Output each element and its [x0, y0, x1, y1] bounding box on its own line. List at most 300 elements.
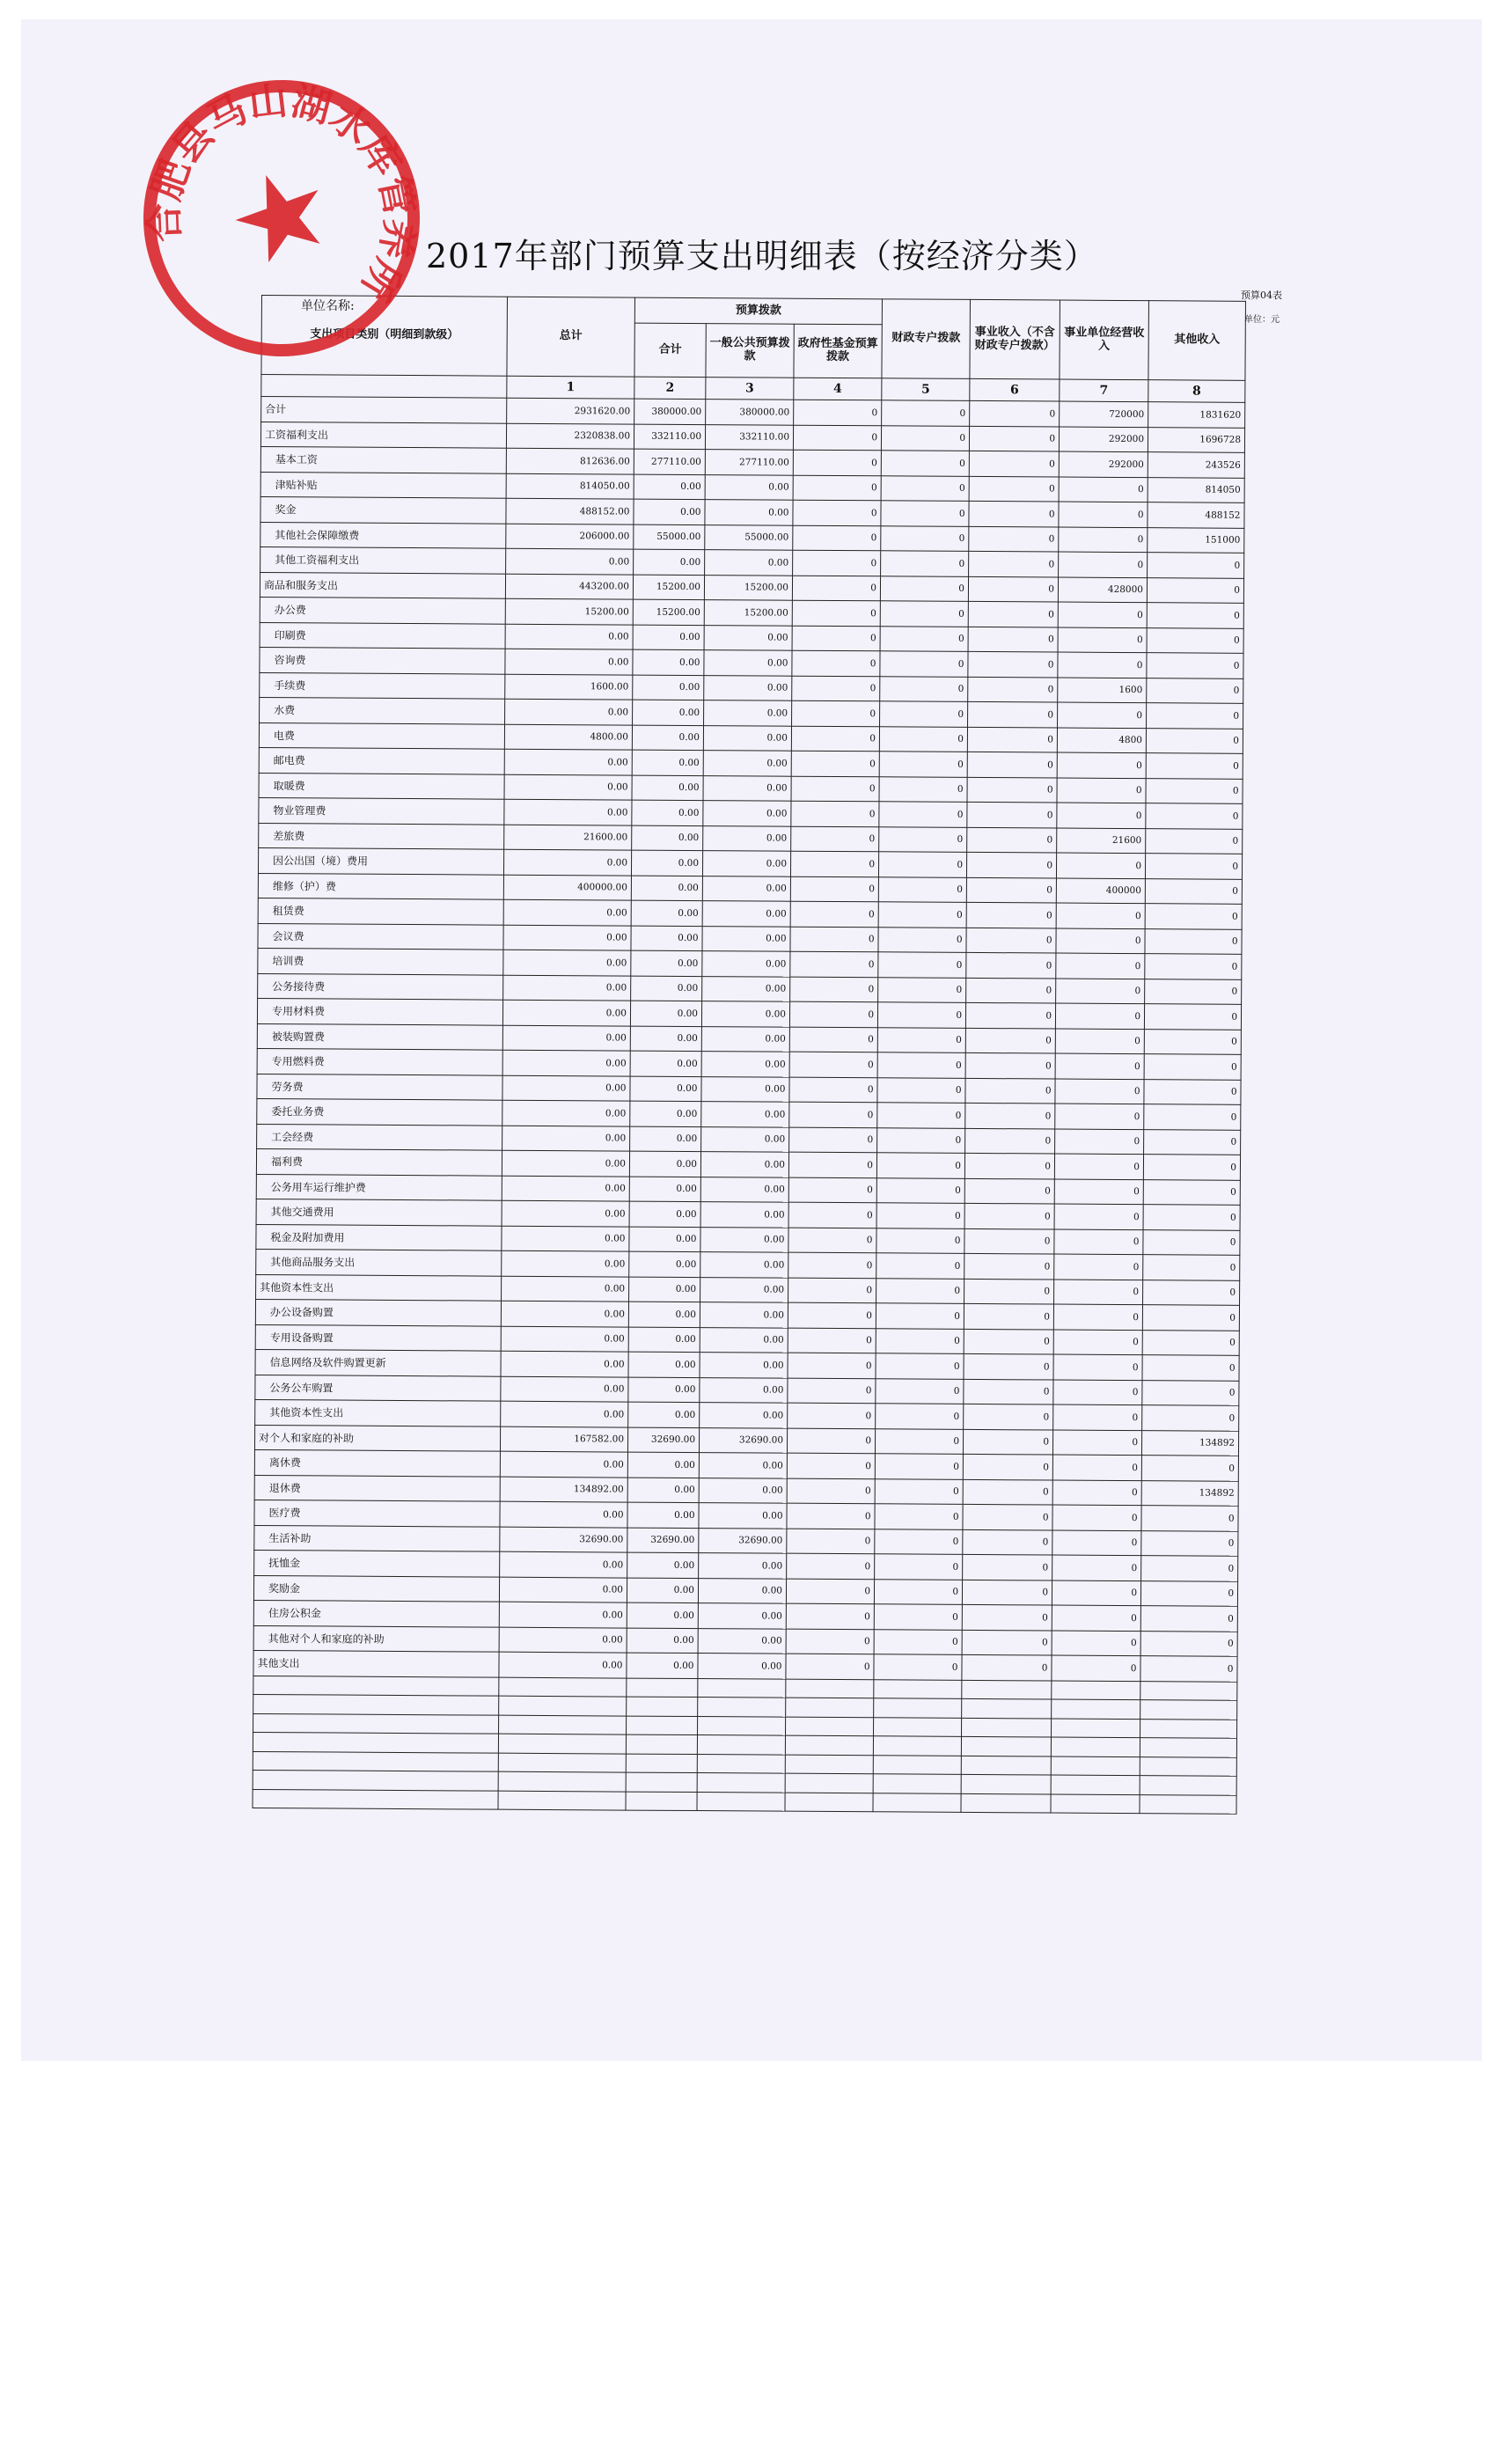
- row-label: 津贴补贴: [260, 472, 506, 498]
- row-value: 0: [1141, 1456, 1238, 1481]
- row-value: 0: [874, 1654, 962, 1680]
- form-code: 预算04表: [1241, 290, 1282, 301]
- row-value: 0.00: [628, 1302, 700, 1327]
- row-value: 0: [969, 526, 1059, 552]
- row-value: 0: [1058, 627, 1147, 653]
- row-value: 0: [1147, 678, 1243, 703]
- blank-cell: [253, 1770, 498, 1790]
- row-label: 维修（护）费: [258, 873, 503, 899]
- row-value: 0.00: [703, 775, 791, 801]
- row-value: 0.00: [701, 1026, 789, 1052]
- row-value: 0: [967, 727, 1057, 752]
- row-value: 0.00: [700, 1377, 788, 1403]
- index-cell: 4: [794, 378, 882, 400]
- row-value: 134892: [1141, 1480, 1238, 1506]
- row-value: 0.00: [499, 1602, 627, 1627]
- row-value: 0: [791, 776, 879, 802]
- row-value: 0.00: [628, 1327, 700, 1353]
- blank-cell: [961, 1774, 1051, 1793]
- row-value: 0: [787, 1478, 875, 1504]
- row-value: 0: [964, 1178, 1054, 1204]
- row-value: 0: [879, 826, 967, 852]
- row-value: 0.00: [630, 1101, 701, 1126]
- row-value: 0: [792, 650, 880, 676]
- row-label: 电费: [259, 722, 504, 749]
- row-value: 0.00: [500, 1501, 627, 1527]
- row-value: 0: [962, 1654, 1052, 1680]
- row-value: 0: [788, 1228, 876, 1253]
- row-value: 0.00: [698, 1628, 786, 1654]
- row-value: 0: [1053, 1404, 1142, 1430]
- row-value: 15200.00: [704, 600, 792, 626]
- row-value: 0.00: [633, 700, 704, 725]
- row-value: 0.00: [701, 1001, 789, 1027]
- row-value: 0.00: [502, 1100, 630, 1126]
- row-value: 0.00: [633, 649, 704, 675]
- blank-cell: [499, 1696, 627, 1715]
- blank-cell: [873, 1755, 961, 1774]
- row-value: 0: [1053, 1304, 1142, 1330]
- blank-cell: [785, 1735, 873, 1755]
- row-value: 0: [970, 400, 1060, 426]
- row-value: 0.00: [502, 1050, 630, 1075]
- row-value: 0.00: [500, 1551, 627, 1577]
- row-value: 0: [1054, 1229, 1143, 1255]
- row-value: 0.00: [629, 1151, 700, 1177]
- index-blank: [261, 375, 507, 399]
- row-value: 0.00: [632, 750, 703, 775]
- row-value: 0: [1140, 1580, 1237, 1606]
- row-label: 其他社会保障缴费: [260, 522, 506, 548]
- row-value: 0: [790, 951, 878, 977]
- row-label: 咨询费: [260, 647, 505, 673]
- row-value: 0: [878, 876, 966, 902]
- row-value: 0: [874, 1604, 962, 1630]
- row-value: 0: [881, 551, 969, 576]
- row-value: 0.00: [705, 500, 793, 525]
- row-value: 0: [878, 902, 966, 928]
- row-value: 0.00: [631, 976, 702, 1001]
- row-value: 0: [1145, 878, 1242, 904]
- row-value: 0: [878, 952, 966, 978]
- row-label: 医疗费: [254, 1500, 500, 1526]
- row-value: 0: [964, 1404, 1053, 1429]
- index-cell: 5: [882, 378, 970, 401]
- row-value: 488152.00: [506, 498, 634, 524]
- row-label: 水费: [260, 697, 505, 723]
- currency-unit: 单位：元: [1244, 315, 1280, 325]
- row-value: 0.00: [503, 975, 631, 1001]
- blank-cell: [253, 1694, 499, 1714]
- row-value: 0: [1147, 603, 1243, 628]
- row-value: 0: [1059, 552, 1148, 577]
- row-value: 4800: [1057, 728, 1146, 753]
- row-value: 0: [968, 677, 1058, 702]
- row-value: 0: [879, 726, 967, 752]
- row-value: 0: [963, 1454, 1052, 1479]
- row-value: 0: [876, 1253, 964, 1279]
- blank-cell: [786, 1679, 874, 1698]
- row-value: 0.00: [627, 1578, 698, 1603]
- row-value: 0: [1056, 979, 1145, 1004]
- row-value: 0: [876, 1278, 964, 1303]
- row-value: 0: [1055, 1029, 1144, 1054]
- row-label: 工会经费: [257, 1124, 502, 1150]
- index-cell: 3: [706, 378, 794, 400]
- row-value: 0: [876, 1203, 964, 1228]
- row-value: 0: [1057, 778, 1146, 803]
- row-value: 0: [879, 852, 967, 877]
- row-value: 0: [790, 851, 878, 876]
- row-value: 0: [878, 977, 966, 1002]
- row-value: 0: [1145, 954, 1242, 979]
- row-value: 0: [791, 801, 879, 826]
- row-value: 0: [1056, 903, 1145, 928]
- row-value: 0: [1146, 753, 1243, 779]
- row-value: 0: [1052, 1631, 1140, 1656]
- blank-cell: [499, 1677, 627, 1697]
- blank-cell: [961, 1793, 1051, 1813]
- row-value: 167582.00: [500, 1426, 627, 1452]
- row-value: 0: [965, 1028, 1055, 1053]
- blank-cell: [873, 1793, 961, 1812]
- row-value: 0: [880, 701, 968, 727]
- row-value: 0: [1145, 904, 1242, 929]
- blank-cell: [1140, 1700, 1237, 1720]
- row-value: 0: [789, 1001, 877, 1027]
- row-label: 生活补助: [254, 1525, 500, 1551]
- row-value: 0: [969, 451, 1059, 476]
- row-value: 0.00: [631, 900, 702, 926]
- row-label: 其他支出: [253, 1650, 499, 1676]
- row-value: 0: [1144, 1104, 1241, 1130]
- header-subtotal: 合计: [634, 323, 706, 377]
- header-operating: 事业单位经营收入: [1060, 300, 1149, 380]
- row-value: 0: [1052, 1605, 1140, 1631]
- row-value: 0: [965, 1052, 1055, 1078]
- row-value: 0: [964, 1253, 1054, 1279]
- row-value: 0: [1052, 1505, 1141, 1530]
- row-value: 21600: [1057, 828, 1146, 854]
- row-value: 0: [880, 576, 968, 601]
- row-value: 0: [969, 551, 1059, 576]
- row-value: 0.00: [502, 1126, 630, 1151]
- row-value: 0: [1146, 828, 1243, 854]
- row-value: 0.00: [700, 1327, 788, 1353]
- row-value: 0.00: [632, 800, 703, 825]
- row-value: 0: [787, 1553, 875, 1579]
- row-value: 0.00: [499, 1652, 627, 1677]
- row-value: 0: [1140, 1656, 1237, 1682]
- row-value: 0: [1055, 1129, 1144, 1155]
- row-value: 0: [880, 651, 968, 677]
- row-value: 0.00: [628, 1402, 700, 1427]
- row-value: 0: [968, 627, 1058, 652]
- row-value: 0: [876, 1153, 964, 1178]
- row-value: 0: [1057, 803, 1146, 828]
- row-value: 0.00: [503, 925, 631, 950]
- row-value: 0: [875, 1504, 963, 1529]
- row-value: 0: [881, 475, 969, 501]
- row-label: 因公出国（境）费用: [258, 847, 503, 874]
- row-value: 0: [793, 500, 881, 525]
- row-value: 0: [882, 400, 970, 426]
- row-label: 专用设备购置: [255, 1324, 501, 1351]
- row-value: 0.00: [627, 1452, 699, 1478]
- row-value: 0: [880, 626, 968, 651]
- row-value: 0.00: [699, 1503, 787, 1529]
- row-value: 428000: [1058, 577, 1147, 603]
- budget-table: [252, 295, 1246, 1815]
- blank-cell: [1051, 1756, 1140, 1776]
- row-value: 0.00: [700, 1277, 788, 1302]
- row-value: 0.00: [500, 1451, 627, 1477]
- row-value: 0: [1145, 854, 1242, 879]
- row-value: 0.00: [699, 1478, 787, 1503]
- row-value: 0.00: [501, 1376, 628, 1402]
- blank-cell: [698, 1678, 786, 1698]
- row-value: 0: [962, 1604, 1052, 1630]
- row-value: 0: [790, 901, 878, 927]
- row-value: 0: [877, 1103, 965, 1128]
- row-value: 0: [1146, 728, 1243, 753]
- row-value: 134892.00: [500, 1477, 627, 1502]
- row-label: 其他商品服务支出: [256, 1249, 502, 1275]
- row-value: 0: [790, 927, 878, 952]
- row-value: 0: [1054, 1280, 1143, 1305]
- blank-cell: [698, 1698, 786, 1717]
- row-value: 0: [965, 1103, 1055, 1128]
- row-value: 0.00: [631, 926, 702, 951]
- row-value: 0: [968, 651, 1058, 677]
- row-value: 0.00: [702, 976, 790, 1001]
- blank-cell: [874, 1717, 962, 1736]
- blank-cell: [1140, 1738, 1236, 1757]
- row-label: 办公设备购置: [255, 1299, 501, 1325]
- row-value: 0: [966, 928, 1056, 953]
- row-label: 工资福利支出: [260, 422, 506, 448]
- row-value: 0: [1141, 1506, 1238, 1531]
- row-value: 0: [788, 1252, 876, 1278]
- row-value: 0: [1054, 1254, 1143, 1280]
- row-value: 0: [965, 1078, 1055, 1104]
- row-value: 0.00: [504, 799, 632, 825]
- row-label: 培训费: [258, 948, 503, 974]
- row-value: 0: [877, 1027, 965, 1052]
- row-value: 0: [1143, 1205, 1240, 1230]
- row-value: 0: [1059, 477, 1148, 502]
- row-value: 0: [875, 1454, 963, 1479]
- row-value: 292000: [1059, 427, 1148, 452]
- row-value: 0: [1052, 1455, 1141, 1480]
- index-cell: 7: [1060, 379, 1148, 402]
- row-value: 0: [1143, 1179, 1240, 1205]
- row-value: 0.00: [502, 1250, 629, 1276]
- row-value: 0: [1058, 602, 1147, 627]
- row-value: 0: [789, 1077, 877, 1103]
- row-value: 0: [1142, 1355, 1239, 1381]
- row-value: 0: [879, 802, 967, 827]
- row-value: 0.00: [700, 1177, 788, 1202]
- row-value: 0.00: [698, 1603, 786, 1629]
- blank-cell: [962, 1718, 1052, 1737]
- row-value: 1600.00: [505, 674, 633, 700]
- official-seal: [141, 77, 422, 359]
- row-value: 380000.00: [706, 400, 794, 425]
- row-value: 0.00: [701, 1102, 789, 1127]
- row-value: 0: [968, 701, 1058, 727]
- row-label: 劳务费: [257, 1074, 502, 1100]
- row-value: 0: [881, 425, 969, 451]
- row-value: 0: [876, 1303, 964, 1329]
- row-value: 0: [792, 600, 880, 626]
- row-value: 0: [1147, 577, 1243, 603]
- row-value: 0: [788, 1353, 876, 1378]
- blank-cell: [626, 1792, 697, 1811]
- row-value: 0: [1146, 803, 1243, 829]
- row-label: 福利费: [256, 1148, 502, 1175]
- row-value: 0: [788, 1202, 876, 1228]
- row-value: 0: [876, 1228, 964, 1253]
- row-value: 0: [789, 1102, 877, 1127]
- row-value: 0.00: [506, 548, 634, 574]
- row-value: 0.00: [704, 700, 792, 726]
- row-value: 720000: [1060, 401, 1148, 427]
- row-value: 0: [963, 1554, 1052, 1580]
- row-value: 0: [788, 1278, 876, 1303]
- row-value: 243526: [1148, 452, 1244, 478]
- row-value: 0.00: [628, 1352, 700, 1377]
- row-label: 会议费: [258, 923, 503, 950]
- row-value: 1600: [1058, 678, 1147, 703]
- row-value: 0: [881, 501, 969, 526]
- row-value: 0.00: [632, 825, 703, 851]
- row-value: 0: [876, 1404, 964, 1429]
- row-value: 0.00: [698, 1578, 786, 1603]
- row-value: 0: [875, 1529, 963, 1554]
- row-value: 0: [876, 1428, 964, 1454]
- row-value: 0: [793, 425, 881, 451]
- row-value: 55000.00: [705, 524, 793, 550]
- row-label: 其他交通费用: [256, 1199, 502, 1225]
- row-value: 0: [1143, 1229, 1240, 1255]
- row-value: 0.00: [701, 1052, 789, 1077]
- row-value: 814050: [1148, 477, 1244, 502]
- row-value: 0: [965, 1128, 1055, 1154]
- row-label: 被装购置费: [257, 1023, 502, 1050]
- blank-cell: [697, 1754, 785, 1773]
- row-value: 0: [964, 1228, 1054, 1254]
- row-value: 0.00: [698, 1654, 786, 1679]
- row-value: 0: [1053, 1380, 1142, 1405]
- row-value: 0.00: [634, 549, 705, 575]
- row-value: 0: [879, 752, 967, 777]
- blank-cell: [874, 1679, 962, 1698]
- row-value: 0.00: [627, 1552, 699, 1578]
- row-label: 手续费: [260, 672, 505, 699]
- row-value: 15200.00: [633, 599, 704, 625]
- row-value: 0.00: [703, 801, 791, 826]
- row-value: 380000.00: [634, 399, 706, 424]
- row-value: 0.00: [701, 1076, 789, 1102]
- blank-cell: [627, 1678, 698, 1698]
- blank-cell: [1140, 1794, 1236, 1814]
- row-value: 488152: [1148, 502, 1244, 528]
- row-value: 0: [793, 450, 881, 475]
- row-value: 0: [1143, 1155, 1240, 1180]
- header-total: 总计: [507, 297, 635, 377]
- row-value: 0: [962, 1630, 1052, 1655]
- row-value: 0: [1055, 1053, 1144, 1079]
- row-value: 0: [877, 1052, 965, 1078]
- row-value: 0: [966, 902, 1056, 928]
- row-label: 差旅费: [259, 823, 504, 849]
- row-label: 抚恤金: [254, 1550, 500, 1576]
- row-value: 0: [792, 576, 880, 601]
- row-label: 退休费: [254, 1475, 500, 1501]
- blank-cell: [627, 1716, 698, 1735]
- row-label: 取暖费: [259, 773, 504, 799]
- row-value: 0: [968, 601, 1058, 627]
- row-value: 0: [876, 1353, 964, 1379]
- row-value: 0: [788, 1378, 876, 1404]
- row-value: 0.00: [700, 1227, 788, 1252]
- row-value: 32690.00: [627, 1528, 699, 1553]
- row-value: 0: [1147, 703, 1243, 729]
- row-value: 0.00: [505, 649, 633, 674]
- row-value: 0: [964, 1153, 1054, 1178]
- row-label: 信息网络及软件购置更新: [255, 1349, 501, 1375]
- row-value: 0: [1058, 702, 1147, 728]
- row-label: 公务公车购置: [255, 1375, 501, 1401]
- blank-cell: [498, 1791, 626, 1810]
- row-value: 0: [968, 576, 1058, 602]
- row-value: 21600.00: [504, 825, 632, 850]
- row-label: 委托业务费: [257, 1098, 502, 1125]
- row-value: 0.00: [632, 725, 703, 751]
- row-value: 0.00: [704, 650, 792, 676]
- row-value: 0: [964, 1353, 1053, 1379]
- row-value: 0.00: [700, 1252, 788, 1278]
- row-value: 0: [788, 1403, 876, 1428]
- row-label: 合计: [261, 397, 507, 423]
- row-value: 0: [794, 400, 882, 425]
- blank-cell: [786, 1698, 874, 1717]
- row-value: 0: [788, 1328, 876, 1353]
- row-value: 0: [963, 1504, 1052, 1529]
- row-value: 0.00: [629, 1251, 700, 1277]
- blank-cell: [1051, 1794, 1140, 1814]
- row-value: 0: [1145, 928, 1242, 954]
- row-value: 0.00: [699, 1553, 787, 1579]
- row-value: 0.00: [502, 1200, 629, 1226]
- header-special: 财政专户拨款: [882, 299, 971, 379]
- row-value: 1831620: [1148, 402, 1245, 428]
- row-value: 0: [1147, 653, 1243, 678]
- row-value: 0: [967, 852, 1057, 877]
- row-value: 0.00: [628, 1377, 700, 1403]
- row-value: 32690.00: [500, 1527, 627, 1552]
- row-label: 其他资本性支出: [256, 1274, 502, 1301]
- row-value: 0.00: [505, 699, 633, 724]
- blank-cell: [498, 1734, 626, 1753]
- row-value: 292000: [1059, 451, 1148, 477]
- blank-cell: [626, 1754, 697, 1773]
- row-value: 0: [964, 1379, 1053, 1404]
- row-value: 0: [967, 752, 1057, 777]
- blank-cell: [697, 1773, 785, 1793]
- row-value: 0.00: [701, 1126, 789, 1152]
